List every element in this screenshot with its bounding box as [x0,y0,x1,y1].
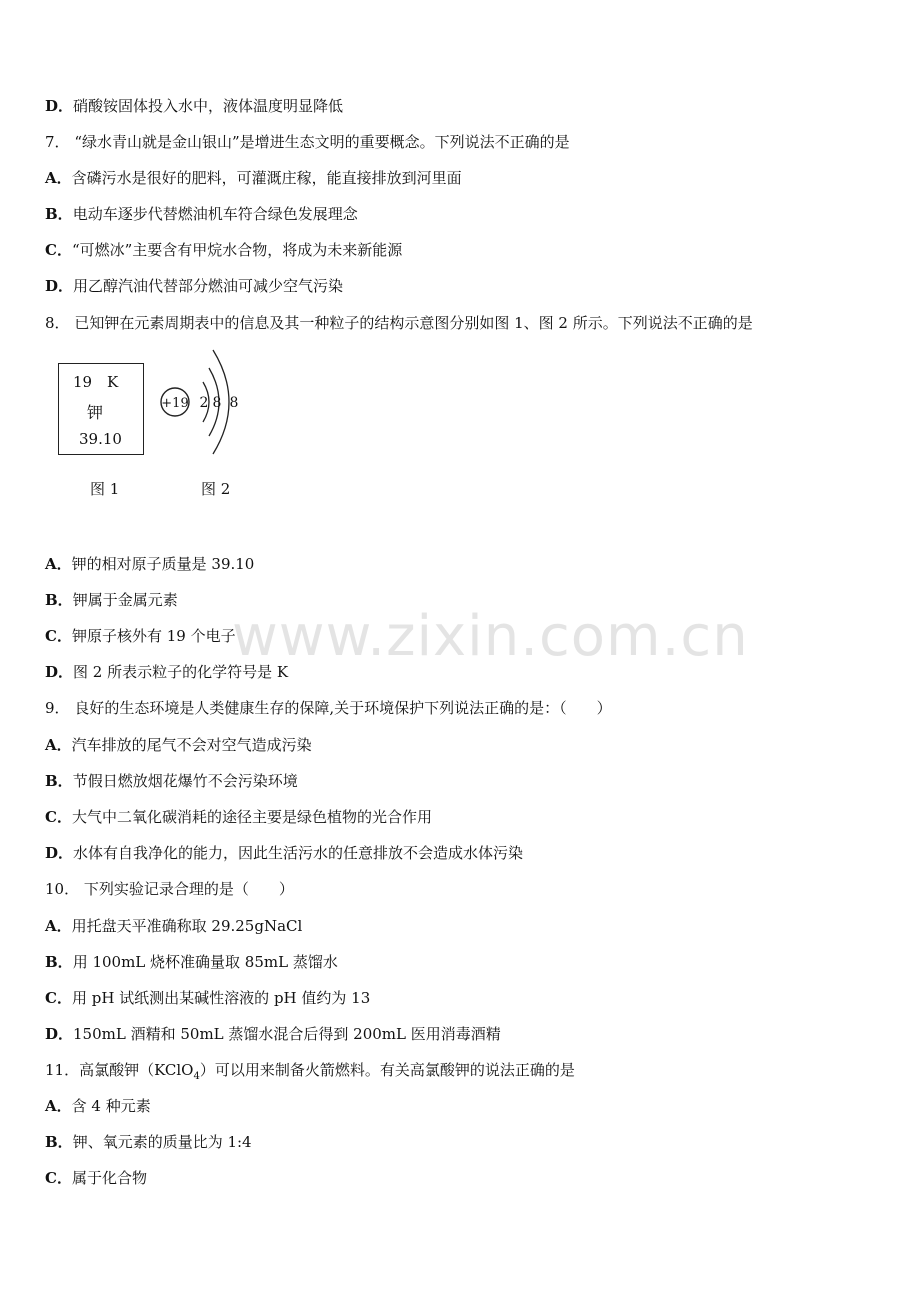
option-text: 节假日燃放烟花爆竹不会污染环境 [72,772,298,790]
option-label: B． [45,591,73,609]
option-label: A． [45,1097,72,1115]
option-label: A． [45,555,72,573]
q11-subscript: 4 [193,1071,200,1082]
option-text: 汽车排放的尾气不会对空气造成污染 [71,736,312,754]
shell-electrons-2: 8 [212,395,222,411]
question-text: “绿水青山就是金山银山”是增进生态文明的重要概念。下列说法不正确的是 [74,133,570,151]
option-label: A． [45,917,72,935]
question-stem [45,771,298,791]
option-label: B． [45,953,73,971]
option-label: B． [45,772,73,790]
option-text: 图 2 所表示粒子的化学符号是 K [73,663,289,681]
option-text: 含 4 种元素 [71,1097,151,1115]
option-label: C． [45,241,72,259]
answer-option [45,988,370,1008]
option-label: D． [45,277,74,295]
shell-electrons-1: 2 [199,395,209,411]
question-stem [45,590,178,610]
answer-option [45,1096,151,1116]
nucleus-charge: +19 [161,396,189,411]
question-number: 10． [45,880,80,898]
option-label: C． [45,627,72,645]
option-text: 水体有自我净化的能力，因此生活污水的任意排放不会造成水体污染 [73,844,524,862]
option-label: D． [45,1025,74,1043]
watermark: www.zixin.com.cn [232,604,749,669]
shell-electrons-3: 8 [229,395,239,411]
question-stem [45,843,523,863]
option-label: D． [45,97,74,115]
option-text: 电动车逐步代替燃油机车符合绿色发展理念 [72,205,358,223]
question-number: 8． [45,314,70,332]
question-stem [45,96,343,116]
option-label: B． [45,205,73,223]
element-symbol: K [107,373,119,391]
option-text: 用 100mL 烧杯准确量取 85mL 蒸馏水 [72,953,338,971]
answer-option [45,952,338,972]
question-stem [45,879,294,899]
option-text: 钾属于金属元素 [72,591,178,609]
question-stem [45,735,312,755]
atomic-number: 19 [73,373,93,391]
option-text: 用 pH 试纸测出某碱性溶液的 pH 值约为 13 [71,989,371,1007]
question-stem [45,132,570,152]
q11-text-post: ）可以用来制备火箭燃料。有关高氯酸钾的说法正确的是 [199,1061,575,1079]
option-label: C． [45,1169,72,1187]
option-text: 用乙醇汽油代替部分燃油可减少空气污染 [73,277,344,295]
figure2-caption: 图 2 [201,480,231,498]
option-text: 含磷污水是很好的肥料，可灌溉庄稼，能直接排放到河里面 [71,169,462,187]
question-text: 已知钾在元素周期表中的信息及其一种粒子的结构示意图分别如图 1、图 2 所示。下列说法不正确的是 [74,314,753,332]
figure1-caption: 图 1 [90,480,120,498]
option-text: 钾的相对原子质量是 39.10 [71,555,255,573]
question-number: 11． [45,1061,80,1079]
option-text: 钾原子核外有 19 个电子 [71,627,236,645]
option-text: 属于化合物 [71,1169,147,1187]
option-text: 钾、氧元素的质量比为 1:4 [72,1133,252,1151]
atomic-mass: 39.10 [79,430,122,448]
question-text: 下列实验记录合理的是（ ） [83,880,294,898]
question-stem [45,554,254,574]
option-label: D． [45,663,74,681]
question-stem [45,698,612,718]
particle-structure-diagram [155,342,250,462]
question-stem [45,313,753,333]
question-stem [45,204,358,224]
question-stem [45,240,402,260]
option-label: C． [45,808,72,826]
option-label: A． [45,169,72,187]
option-text: “可燃冰”主要含有甲烷水合物，将成为未来新能源 [71,241,403,259]
question-stem [45,626,236,646]
question-number: 7． [45,133,70,151]
option-label: D． [45,844,74,862]
option-text: 大气中二氧化碳消耗的途径主要是绿色植物的光合作用 [71,808,432,826]
question-text: 良好的生态环境是人类健康生存的保障,关于环境保护下列说法正确的是：（ ） [74,699,612,717]
answer-option [45,1168,147,1188]
element-cell-figure [58,363,144,455]
option-text: 用托盘天平准确称取 29.25gNaCl [71,917,303,935]
question-stem [45,168,462,188]
question-stem [45,276,343,296]
answer-option [45,916,302,936]
option-text: 硝酸铵固体投入水中，液体温度明显降低 [73,97,344,115]
answer-option [45,1132,252,1152]
option-label: A． [45,736,72,754]
element-name: 钾 [87,403,104,422]
option-label: B． [45,1133,73,1151]
answer-option [45,1024,501,1044]
q11-text-pre: 高氯酸钾（KClO [79,1061,194,1079]
question-number: 9． [45,699,70,717]
option-label: C． [45,989,72,1007]
question-11 [45,1060,575,1087]
option-text: 150mL 酒精和 50mL 蒸馏水混合后得到 200mL 医用消毒酒精 [73,1025,501,1043]
question-stem [45,807,432,827]
